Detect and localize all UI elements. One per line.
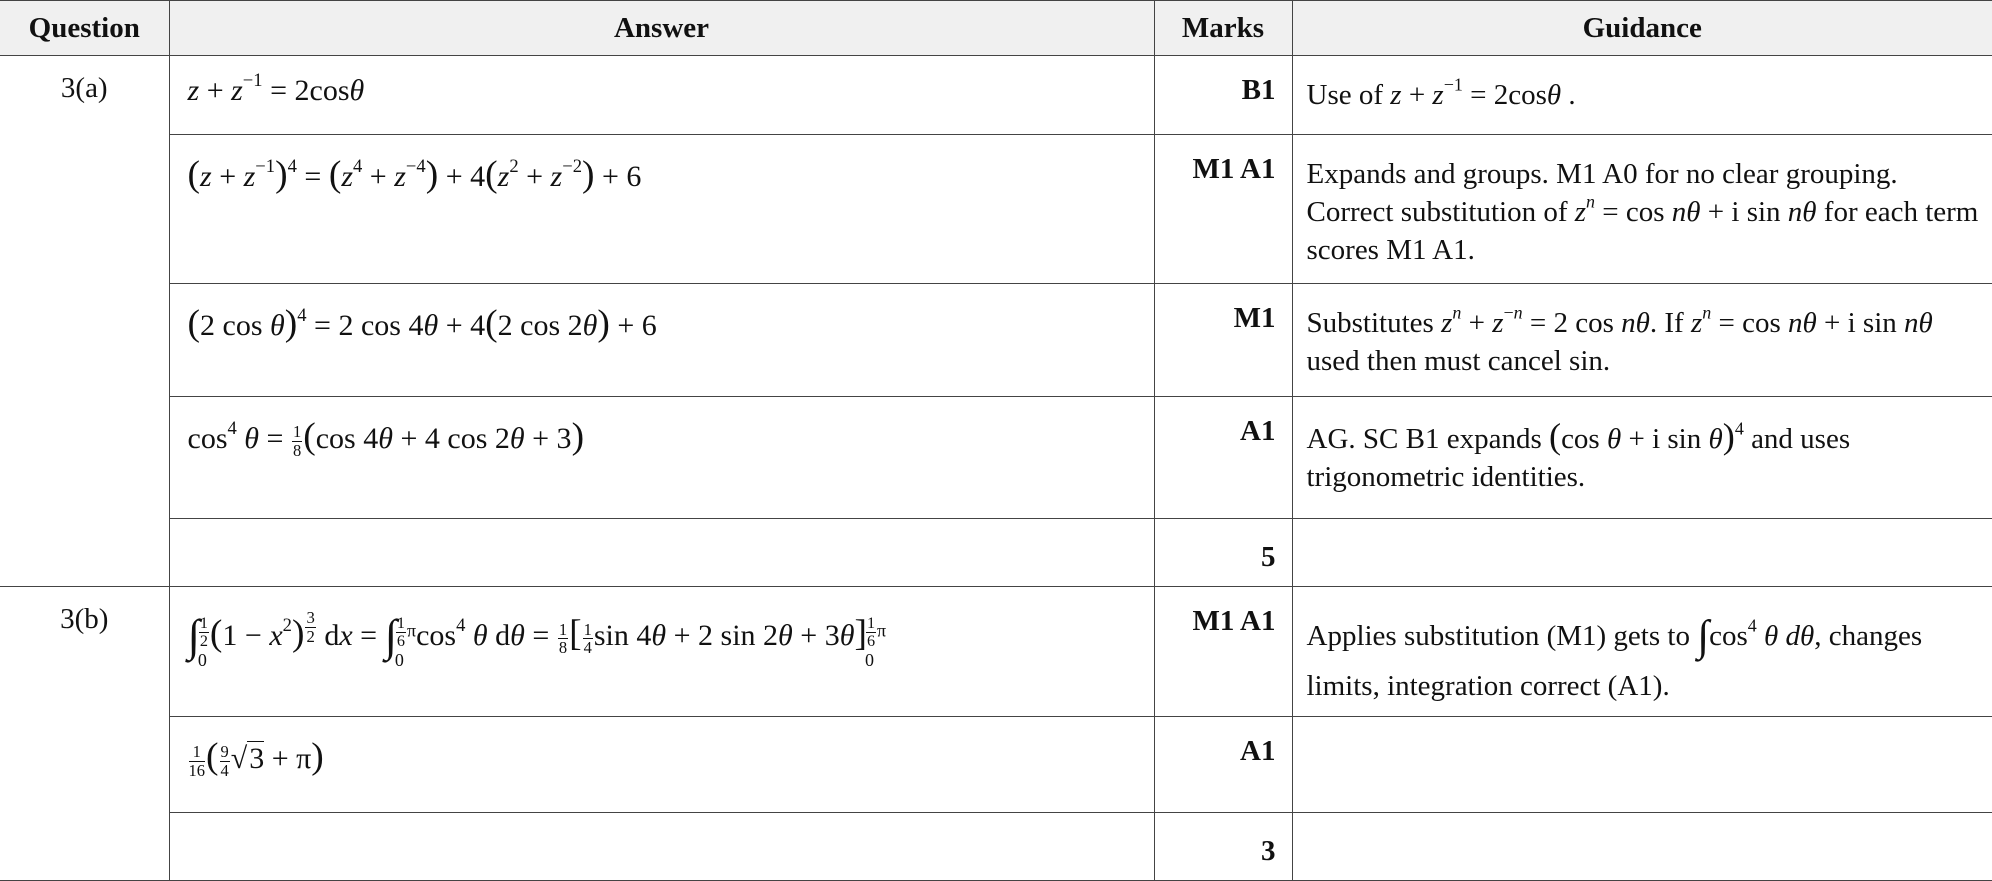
guidance-cell: [1292, 519, 1992, 587]
question-number: 3(a): [0, 56, 169, 587]
table-row: [0, 397, 1992, 519]
marks-cell: B1: [1154, 56, 1292, 135]
answer-cell: [169, 813, 1154, 881]
total-marks: 5: [1154, 519, 1292, 587]
question-number: 3(b): [0, 587, 169, 881]
guidance-cell: [1292, 813, 1992, 881]
question-header: Question: [0, 1, 169, 56]
marks-cell: A1: [1154, 397, 1292, 519]
guidance-cell: [1292, 717, 1992, 813]
answer-cell: [169, 397, 1154, 519]
answer-cell: [169, 284, 1154, 397]
answer-cell: [169, 587, 1154, 717]
answer-header: Answer: [169, 1, 1154, 56]
table-row: [0, 717, 1992, 813]
guidance-cell: Applies substitution (M1) gets to $\int\cos^4$ θ dθ, changes limits, integration correct (A1).: [1292, 587, 1992, 717]
answer-cell: [169, 519, 1154, 587]
table-row: [0, 519, 1992, 587]
marks-cell: M1: [1154, 284, 1292, 397]
marks-cell: M1 A1: [1154, 587, 1292, 717]
guidance-cell: Substitutes $z^n + z^{-n} = 2$ cos nθ. If $z^n = \cos n\theta + i$ sin nθ used then must cancel sin.: [1292, 284, 1992, 397]
table-row: [0, 587, 1992, 717]
answer-formula: ∫ 1 2 0 $(1 - x^2)$ $^{\frac{3}{2}}$ dx = ∫ $\frac{1}{6}$ π 0 $\cos^4 \theta$ dθ = $\frac{1}{8}$ [ $\frac{1}{4}$ sin 4θ + 2 sin 2θ + 3θ] $\frac{1}{6}$ π 0: [187, 608, 887, 671]
answer-cell: [169, 135, 1154, 284]
answer-formula: $(z + z^{-1})^4 = (z^4 + z^{-4}) + 4(z^2 + z^{-2}) + 6$: [187, 154, 642, 195]
answer-cell: [169, 717, 1154, 813]
answer-cell: [169, 56, 1154, 135]
marks-header: Marks: [1154, 1, 1292, 56]
guidance-cell: Expands and groups. M1 A0 for no clear grouping. Correct substitution of $z^n = \cos n\theta + i$ sin nθ for each term scores M1 A1.: [1292, 135, 1992, 284]
answer-formula: $\frac{1}{16}$ ( $\frac{9}{4}$ √3 + π): [188, 736, 324, 780]
table-row: [0, 813, 1992, 881]
answer-formula: $z + z^{-1} = 2\cos\theta$: [187, 70, 365, 107]
table-row: [0, 56, 1992, 135]
guidance-header: Guidance: [1292, 1, 1992, 56]
table-row: [0, 135, 1992, 284]
total-marks: 3: [1154, 813, 1292, 881]
table-row: [0, 284, 1992, 397]
marks-cell: A1: [1154, 717, 1292, 813]
guidance-cell: Use of $z + z^{-1} = 2\cos\theta$ .: [1292, 56, 1992, 135]
answer-formula: $\cos^4 \theta$ = $\frac{1}{8}$ (cos 4θ + 4 cos 2θ + 3): [187, 416, 585, 460]
guidance-cell: AG. SC B1 expands (cos θ + i sin θ)$^4$ and uses trigonometric identities.: [1292, 397, 1992, 519]
marks-cell: M1 A1: [1154, 135, 1292, 284]
header-row: [0, 1, 1992, 56]
answer-formula: (2 cos θ)$^4$ = 2 cos 4θ + 4(2 cos 2θ) + 6: [187, 303, 657, 344]
